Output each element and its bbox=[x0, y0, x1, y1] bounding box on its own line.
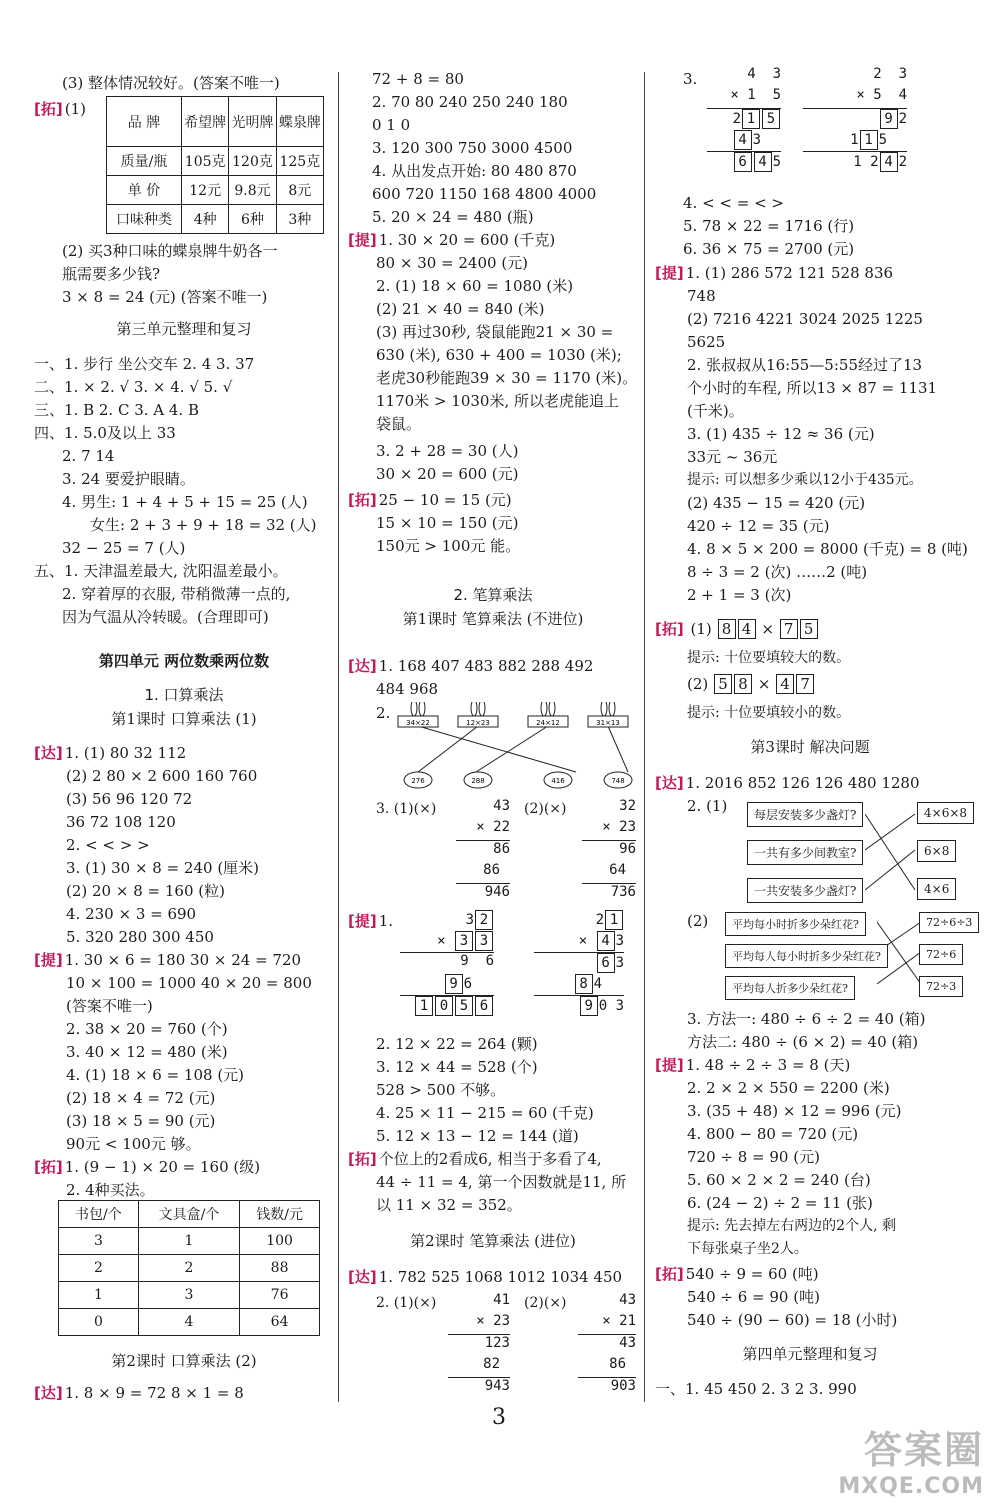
calc-digit: 3 bbox=[752, 132, 761, 148]
table-cell: 120克 bbox=[229, 147, 276, 176]
table-cell: 12元 bbox=[182, 176, 229, 205]
text-line: 3 × 8 = 24 (元) (答案不唯一) bbox=[62, 288, 268, 306]
text-line: 5. 12 × 13 − 12 = 144 (道) bbox=[376, 1127, 579, 1145]
page-number: 3 bbox=[492, 1405, 506, 1430]
text-line: 三、1. B 2. C 3. A 4. B bbox=[34, 401, 199, 419]
vertical-multiplication bbox=[578, 1292, 636, 1399]
text-line: 3. (1) 30 × 8 = 240 (厘米) bbox=[66, 859, 260, 877]
text-line: 6. 36 × 75 = 2700 (元) bbox=[683, 240, 855, 258]
text-line: 4. 8 × 5 × 200 = 8000 (千克) = 8 (吨) bbox=[687, 540, 968, 558]
lesson-heading: 第2课时 口算乘法 (2) bbox=[111, 1352, 257, 1370]
answer-box: 1 bbox=[605, 910, 623, 930]
match-line bbox=[418, 726, 478, 772]
table-cell: 8元 bbox=[276, 176, 323, 205]
tag-ti: [提] bbox=[34, 951, 63, 969]
answer-box: 7 bbox=[780, 619, 798, 639]
answer-box: 8 bbox=[718, 619, 736, 639]
table-cell: 0 bbox=[59, 1309, 139, 1336]
table-header: 蝶泉牌 bbox=[276, 97, 323, 147]
text-line: 1. bbox=[378, 912, 394, 930]
calc-row: 123 bbox=[448, 1334, 510, 1356]
text-line: 0 1 0 bbox=[372, 116, 411, 134]
calc-digit: 0 bbox=[598, 998, 608, 1014]
table-header: 品 牌 bbox=[107, 97, 182, 147]
text-line: 1. 30 × 20 = 600 (千克) bbox=[378, 231, 556, 249]
expression-box: 6×8 bbox=[917, 840, 956, 862]
answer-box: 6 bbox=[734, 152, 752, 172]
section-heading: 1. 口算乘法 bbox=[144, 686, 224, 704]
calc-row: × 23 bbox=[602, 819, 636, 835]
table-cell: 1 bbox=[59, 1282, 139, 1309]
text-line: 五、1. 天津温差最大, 沈阳温差最小。 bbox=[34, 562, 288, 580]
calc-row: × 22 bbox=[476, 819, 510, 835]
text-line: 2. (1)(×) bbox=[376, 1295, 437, 1311]
text-line: 720 ÷ 8 = 90 (元) bbox=[687, 1148, 820, 1166]
table-cell: 4 bbox=[138, 1309, 239, 1336]
calc-row: × 5 4 bbox=[856, 87, 907, 103]
matching-lines-1 bbox=[865, 802, 925, 922]
calc-row: × 23 bbox=[476, 1313, 510, 1329]
text-line: 600 720 1150 168 4800 4000 bbox=[372, 185, 597, 203]
text-line: 8 ÷ 3 = 2 (次) ……2 (吨) bbox=[687, 563, 868, 581]
text-line: 2. 38 × 20 = 760 (个) bbox=[66, 1020, 228, 1038]
text-line: 2. 70 80 240 250 240 180 bbox=[372, 93, 568, 111]
text-line: 3. 24 要爱护眼睛。 bbox=[62, 470, 195, 488]
tag-ti: [提] bbox=[655, 264, 684, 282]
answer-box: 6 bbox=[475, 996, 493, 1016]
calc-row: 86 bbox=[483, 862, 500, 878]
text-line: 90元 < 100元 够。 bbox=[66, 1135, 201, 1153]
calc-row: 43 bbox=[578, 1334, 636, 1356]
text-line: 1. (9 − 1) × 20 = 160 (级) bbox=[64, 1158, 261, 1176]
tag-tuo: [拓] bbox=[34, 1158, 63, 1176]
calc-digit: 3 bbox=[615, 955, 624, 971]
answer-box: 6 bbox=[597, 953, 615, 973]
text-line: 420 ÷ 12 = 35 (元) bbox=[687, 517, 830, 535]
text-line: (2) 7216 4221 3024 2025 1225 bbox=[687, 310, 923, 328]
calc-row: × 21 bbox=[602, 1313, 636, 1329]
expression-box: 4×6×8 bbox=[917, 802, 974, 824]
hint-line: 下每张桌子坐2人。 bbox=[687, 1241, 808, 1257]
text-line: (1) bbox=[64, 100, 86, 118]
calc-row: 2 3 bbox=[873, 66, 907, 82]
tag-tuo: [拓] bbox=[348, 1150, 377, 1168]
times-sign: × bbox=[757, 675, 771, 693]
calc-digit: 6 bbox=[485, 953, 494, 969]
text-line: 32 − 25 = 7 (人) bbox=[62, 539, 186, 557]
text-line: (2) 20 × 8 = 160 (粒) bbox=[66, 882, 225, 900]
hint-line: 提示: 十位要填较大的数。 bbox=[687, 650, 851, 666]
watermark-text: 答案圈 bbox=[863, 1428, 984, 1472]
lesson-heading: 第2课时 笔算乘法 (进位) bbox=[410, 1232, 576, 1250]
rabbit-label: 31×13 bbox=[596, 719, 620, 727]
text-line: 四、1. 5.0及以上 33 bbox=[34, 424, 176, 442]
text-line: 4. 800 − 80 = 720 (元) bbox=[687, 1125, 859, 1143]
text-line: 2. 4种买法。 bbox=[66, 1181, 155, 1199]
watermark-logo bbox=[838, 1419, 984, 1499]
lesson-heading: 第1课时 口算乘法 (1) bbox=[111, 710, 257, 728]
calc-row: 32 bbox=[619, 798, 636, 814]
answer-box: 9 bbox=[880, 109, 898, 129]
table-cell: 88 bbox=[240, 1255, 320, 1282]
tag-da: [达] bbox=[348, 1268, 377, 1286]
text-line: (3) 再过30秒, 袋鼠能跑21 × 30 = bbox=[376, 323, 614, 341]
text-line: 4. 25 × 11 − 215 = 60 (千克) bbox=[376, 1104, 594, 1122]
calc-row: 43 bbox=[493, 798, 510, 814]
watermark-url: MXQE.COM bbox=[838, 1474, 984, 1499]
text-line: 6. (24 − 2) ÷ 2 = 11 (张) bbox=[687, 1194, 873, 1212]
answer-box: 3 bbox=[455, 931, 473, 951]
text-line: 2 + 1 = 3 (次) bbox=[687, 586, 792, 604]
calc-row: 96 bbox=[582, 840, 636, 862]
answer-box: 5 bbox=[714, 674, 732, 694]
answer-box: 5 bbox=[762, 109, 780, 129]
answer-box: 2 bbox=[475, 910, 493, 930]
calc-row: × 1 5 bbox=[730, 87, 781, 103]
text-line: 因为气温从冷转暖。(合理即可) bbox=[62, 608, 269, 626]
text-line: 2. 穿着厚的衣服, 带稍微薄一点的, bbox=[62, 585, 291, 603]
text-line: 女生: 2 + 3 + 9 + 18 = 32 (人) bbox=[90, 516, 317, 534]
boxed-multiplication: 2 1 × 4 3 6 3 8 4 9 0 3 bbox=[534, 910, 624, 1017]
text-line: 15 × 10 = 150 (元) bbox=[376, 514, 519, 532]
table-cell: 2 bbox=[59, 1255, 139, 1282]
calc-digit: 2 bbox=[898, 154, 907, 170]
hint-line: 提示: 十位要填较小的数。 bbox=[687, 705, 851, 721]
question-box: 平均每人折多少朵红花? bbox=[725, 976, 855, 1000]
question-box: 平均每人每小时折多少朵红花? bbox=[725, 944, 888, 968]
text-line: 2. 7 14 bbox=[62, 447, 115, 465]
text-line: 540 ÷ (90 − 60) = 18 (小时) bbox=[687, 1311, 898, 1329]
table-header: 钱数/元 bbox=[240, 1201, 320, 1228]
text-line: 3. (1) 435 ÷ 12 ≈ 36 (元) bbox=[687, 425, 875, 443]
text-line: 老虎30秒能跑39 × 30 = 1170 (米)。 bbox=[376, 369, 638, 387]
calc-row: 43 bbox=[619, 1292, 636, 1308]
column-divider-left bbox=[338, 72, 339, 1402]
expression-box: 72÷6÷3 bbox=[919, 912, 979, 933]
text-line: 4. 230 × 3 = 690 bbox=[66, 905, 197, 923]
calc-row: 82 bbox=[483, 1356, 500, 1372]
purchase-table bbox=[58, 1200, 320, 1336]
table-cell: 3 bbox=[138, 1282, 239, 1309]
text-line: 1. 168 407 483 882 288 492 bbox=[378, 657, 594, 675]
text-line: 36 72 108 120 bbox=[66, 813, 176, 831]
text-line: 5. 320 280 300 450 bbox=[66, 928, 214, 946]
text-line: 3. 2 + 28 = 30 (人) bbox=[376, 442, 519, 460]
calc-row: 736 bbox=[582, 883, 636, 905]
text-line: 630 (米), 630 + 400 = 1030 (米); bbox=[376, 346, 622, 364]
text-line: (2) 18 × 4 = 72 (元) bbox=[66, 1089, 216, 1107]
hint-line: 提示: 可以想多少乘以12小于435元。 bbox=[687, 472, 923, 488]
answer-box: 4 bbox=[776, 674, 794, 694]
text-line: 一、1. 45 450 2. 3 2 3. 990 bbox=[655, 1380, 857, 1398]
text-line: 5. 60 × 2 × 2 = 240 (台) bbox=[687, 1171, 871, 1189]
tag-da: [达] bbox=[655, 774, 684, 792]
expression-box: 4×6 bbox=[917, 878, 956, 900]
vertical-multiplication bbox=[582, 798, 636, 905]
table-cell: 105克 bbox=[182, 147, 229, 176]
table-cell: 100 bbox=[240, 1228, 320, 1255]
match-line bbox=[865, 850, 915, 890]
section-heading: 第三单元整理和复习 bbox=[116, 320, 252, 338]
tag-ti: [提] bbox=[655, 1056, 684, 1074]
calc-digit: 9 bbox=[460, 953, 469, 969]
table-cell: 1 bbox=[138, 1228, 239, 1255]
section-heading: 第四单元整理和复习 bbox=[742, 1345, 878, 1363]
answer-box: 1 bbox=[860, 130, 878, 150]
match-line bbox=[476, 726, 548, 772]
text-line: 1. 48 ÷ 2 ÷ 3 = 8 (天) bbox=[685, 1056, 851, 1074]
table-cell: 3种 bbox=[276, 205, 323, 234]
table-cell: 4种 bbox=[182, 205, 229, 234]
tag-da: [达] bbox=[348, 657, 377, 675]
text-line: 2. < < > > bbox=[66, 836, 150, 854]
hint-line: 提示: 先去掉左右两边的2个人, 剩 bbox=[687, 1218, 896, 1234]
text-line: 80 × 30 = 2400 (元) bbox=[376, 254, 529, 272]
rabbit-label: 24×12 bbox=[536, 719, 560, 727]
text-line: (2) 435 − 15 = 420 (元) bbox=[687, 494, 866, 512]
vertical-multiplication bbox=[448, 1292, 510, 1399]
calc-row: 903 bbox=[578, 1377, 636, 1399]
text-line: 540 ÷ 6 = 90 (吨) bbox=[687, 1288, 820, 1306]
text-line: 1. 8 × 9 = 72 8 × 1 = 8 bbox=[64, 1384, 244, 1402]
text-line: 2. (1) bbox=[687, 797, 728, 815]
question-box: 一共有多少间教室? bbox=[747, 840, 863, 865]
text-line: 2. bbox=[376, 704, 391, 722]
text-line: 3. bbox=[683, 70, 698, 88]
calc-digit: 3 bbox=[615, 933, 624, 949]
table-cell: 口味种类 bbox=[107, 205, 182, 234]
tag-tuo: [拓] bbox=[34, 100, 63, 118]
text-line: 540 ÷ 9 = 60 (吨) bbox=[685, 1265, 819, 1283]
calc-digit: 5 bbox=[772, 154, 781, 170]
text-line: 748 bbox=[687, 287, 716, 305]
calc-digit: 3 bbox=[465, 912, 474, 928]
answer-box: 7 bbox=[796, 674, 814, 694]
text-line: 个小时的车程, 所以13 × 87 = 1131 bbox=[687, 379, 938, 397]
answer-box: 4 bbox=[597, 931, 615, 951]
text-line: 以 11 × 32 = 352。 bbox=[376, 1196, 522, 1214]
text-line: 30 × 20 = 600 (元) bbox=[376, 465, 519, 483]
answer-box: 3 bbox=[475, 931, 493, 951]
text-line: 5625 bbox=[687, 333, 726, 351]
rabbit-label: 34×22 bbox=[406, 719, 430, 727]
text-line: 3. 120 300 750 3000 4500 bbox=[372, 139, 573, 157]
answer-box: 4 bbox=[880, 152, 898, 172]
calc-digit: 4 bbox=[593, 976, 602, 992]
vertical-multiplication bbox=[456, 798, 510, 905]
calc-digit: 2 bbox=[595, 912, 604, 928]
answer-box: 1 bbox=[415, 996, 433, 1016]
answer-box: 5 bbox=[800, 619, 818, 639]
answer-box: 8 bbox=[575, 974, 593, 994]
text-line: (3) 整体情况较好。(答案不唯一) bbox=[62, 74, 280, 92]
boxed-multiplication bbox=[803, 66, 907, 173]
text-line: 2. (1) 18 × 60 = 1080 (米) bbox=[376, 277, 574, 295]
table-header: 文具盒/个 bbox=[138, 1201, 239, 1228]
text-line: (千米)。 bbox=[687, 402, 744, 420]
match-line bbox=[865, 814, 915, 850]
calc-row: 41 bbox=[493, 1292, 510, 1308]
question-box: 一共安装多少盏灯? bbox=[747, 878, 863, 903]
table-cell: 3 bbox=[59, 1228, 139, 1255]
text-line: (2) 21 × 40 = 840 (米) bbox=[376, 300, 545, 318]
calc-digit: 6 bbox=[463, 976, 472, 992]
column-divider-right bbox=[644, 72, 645, 1402]
table-cell: 2 bbox=[138, 1255, 239, 1282]
tag-tuo: [拓] bbox=[348, 491, 377, 509]
calc-digit: 1 bbox=[850, 132, 859, 148]
text-line: (2) 买3种口味的蝶泉牌牛奶各一 bbox=[62, 242, 278, 260]
text-line: 一、1. 步行 坐公交车 2. 4 3. 37 bbox=[34, 355, 255, 373]
text-line: 72 + 8 = 80 bbox=[372, 70, 464, 88]
answer-box: 4 bbox=[754, 152, 772, 172]
text-line: 3. 12 × 44 = 528 (个) bbox=[376, 1058, 538, 1076]
text-line: 方法二: 480 ÷ (6 × 2) = 40 (箱) bbox=[687, 1033, 919, 1051]
text-line: 3. 方法一: 480 ÷ 6 ÷ 2 = 40 (箱) bbox=[687, 1010, 926, 1028]
text-line: 1170米 > 1030米, 所以老虎能追上 bbox=[376, 392, 619, 410]
calc-row: 86 bbox=[609, 1356, 626, 1372]
text-line: 3. 40 × 12 = 480 (米) bbox=[66, 1043, 228, 1061]
text-line: 2. 张叔叔从16:55—5:55经过了13 bbox=[687, 356, 923, 374]
text-line: 1. (1) 80 32 112 bbox=[64, 744, 187, 762]
section-heading: 2. 笔算乘法 bbox=[453, 586, 533, 604]
text-line: 528 > 500 不够。 bbox=[376, 1081, 506, 1099]
table-cell: 9.8元 bbox=[229, 176, 276, 205]
tag-ti: [提] bbox=[348, 231, 377, 249]
tag-da: [达] bbox=[34, 1384, 63, 1402]
text-line: 484 968 bbox=[376, 680, 439, 698]
calc-digit: 2 bbox=[898, 111, 907, 127]
milk-brand-table bbox=[106, 96, 324, 234]
lesson-heading: 第1课时 笔算乘法 (不进位) bbox=[402, 610, 584, 628]
question-box: 平均每小时折多少朵红花? bbox=[725, 912, 866, 936]
table-cell: 64 bbox=[240, 1309, 320, 1336]
text-line: (答案不唯一) bbox=[66, 997, 153, 1015]
answer-box: 4 bbox=[734, 130, 752, 150]
text-line: 1. 2016 852 126 126 480 1280 bbox=[685, 774, 920, 792]
mushroom-label: 748 bbox=[611, 777, 625, 785]
table-cell: 76 bbox=[240, 1282, 320, 1309]
text-line: 10 × 100 = 1000 40 × 20 = 800 bbox=[66, 974, 312, 992]
table-cell: 质量/瓶 bbox=[107, 147, 182, 176]
boxed-multiplication: 3 2 × 3 3 9 6 9 6 1 0 5 6 bbox=[400, 910, 494, 1017]
text-line: 1. 782 525 1068 1012 1034 450 bbox=[378, 1268, 623, 1286]
mushroom-label: 288 bbox=[471, 777, 485, 785]
text-line: 1. (1) 286 572 121 528 836 bbox=[685, 264, 894, 282]
text-line: 5. 20 × 24 = 480 (瓶) bbox=[372, 208, 534, 226]
text-line: 4. < < = < > bbox=[683, 194, 784, 212]
answer-box: 9 bbox=[445, 974, 463, 994]
times-sign: × bbox=[761, 620, 774, 638]
expression-box: 72÷6 bbox=[919, 944, 963, 965]
text-line: 2. 12 × 22 = 264 (颗) bbox=[376, 1035, 538, 1053]
rabbit-label: 12×23 bbox=[466, 719, 490, 727]
text-line: (2)(×) bbox=[524, 801, 567, 817]
text-line: 25 − 10 = 15 (元) bbox=[378, 491, 512, 509]
answer-box: 8 bbox=[734, 674, 752, 694]
text-line: 二、1. × 2. √ 3. × 4. √ 5. √ bbox=[34, 378, 233, 396]
tag-tuo: [拓] bbox=[655, 620, 684, 638]
text-line: (2) 2 80 × 2 600 160 760 bbox=[66, 767, 258, 785]
calc-row: 64 bbox=[609, 862, 626, 878]
calc-digit: 2 bbox=[870, 154, 879, 170]
text-line: 个位上的2看成6, 相当于多看了4, bbox=[378, 1150, 602, 1168]
table-header: 书包/个 bbox=[59, 1201, 139, 1228]
text-line: (2) bbox=[687, 912, 709, 930]
text-line: 33元 ~ 36元 bbox=[687, 448, 778, 466]
rabbit-matching-diagram bbox=[396, 702, 636, 792]
answer-box: 5 bbox=[455, 996, 473, 1016]
answer-box: 4 bbox=[738, 619, 756, 639]
text-line: (1) bbox=[690, 620, 712, 638]
boxed-multiplication bbox=[707, 66, 781, 173]
question-box: 每层安装多少盏灯? bbox=[747, 802, 863, 827]
calc-row: 943 bbox=[448, 1377, 510, 1399]
calc-digit: 5 bbox=[878, 132, 887, 148]
tag-da: [达] bbox=[34, 744, 63, 762]
table-cell: 6种 bbox=[229, 205, 276, 234]
text-line: 4. (1) 18 × 6 = 108 (元) bbox=[66, 1066, 245, 1084]
text-line: 1. 30 × 6 = 180 30 × 24 = 720 bbox=[64, 951, 302, 969]
calc-row: 86 bbox=[456, 840, 510, 862]
calc-row: 4 3 bbox=[747, 66, 781, 82]
mushroom-label: 416 bbox=[551, 777, 565, 785]
calc-digit: 2 bbox=[732, 111, 741, 127]
expression-box: 72÷3 bbox=[919, 976, 963, 997]
text-line: (2) bbox=[687, 675, 709, 693]
tag-ti: [提] bbox=[348, 912, 377, 930]
table-cell: 125克 bbox=[276, 147, 323, 176]
text-line: 4. 从出发点开始: 80 480 870 bbox=[372, 162, 577, 180]
mushroom-label: 276 bbox=[411, 777, 425, 785]
text-line: 44 ÷ 11 = 4, 第一个因数就是11, 所 bbox=[376, 1173, 627, 1191]
text-line: (3) 18 × 5 = 90 (元) bbox=[66, 1112, 216, 1130]
text-line: 4. 男生: 1 + 4 + 5 + 15 = 25 (人) bbox=[62, 493, 308, 511]
table-header: 希望牌 bbox=[182, 97, 229, 147]
answer-box: 9 bbox=[580, 996, 598, 1016]
text-line: 5. 78 × 22 = 1716 (行) bbox=[683, 217, 855, 235]
calc-digit: 1 bbox=[853, 154, 862, 170]
text-line: 袋鼠。 bbox=[376, 415, 422, 433]
text-line: 150元 > 100元 能。 bbox=[376, 537, 521, 555]
answer-box: 0 bbox=[435, 996, 453, 1016]
text-line: (3) 56 96 120 72 bbox=[66, 790, 193, 808]
calc-digit: 3 bbox=[615, 998, 624, 1014]
unit-heading: 第四单元 两位数乘两位数 bbox=[98, 652, 270, 670]
match-line bbox=[865, 814, 915, 890]
text-line: 2. 2 × 2 × 550 = 2200 (米) bbox=[687, 1079, 890, 1097]
table-header: 光明牌 bbox=[229, 97, 276, 147]
text-line: 瓶需要多少钱? bbox=[62, 265, 161, 283]
lesson-heading: 第3课时 解决问题 bbox=[750, 738, 870, 756]
table-cell: 单 价 bbox=[107, 176, 182, 205]
text-line: 3. (35 + 48) × 12 = 996 (元) bbox=[687, 1102, 902, 1120]
answer-box: 1 bbox=[742, 109, 760, 129]
match-line bbox=[418, 726, 576, 772]
text-line: (2)(×) bbox=[524, 1295, 567, 1311]
match-line bbox=[608, 726, 628, 772]
calc-row: 946 bbox=[456, 883, 510, 905]
text-line: 3. (1)(×) bbox=[376, 801, 437, 817]
tag-tuo: [拓] bbox=[655, 1265, 684, 1283]
